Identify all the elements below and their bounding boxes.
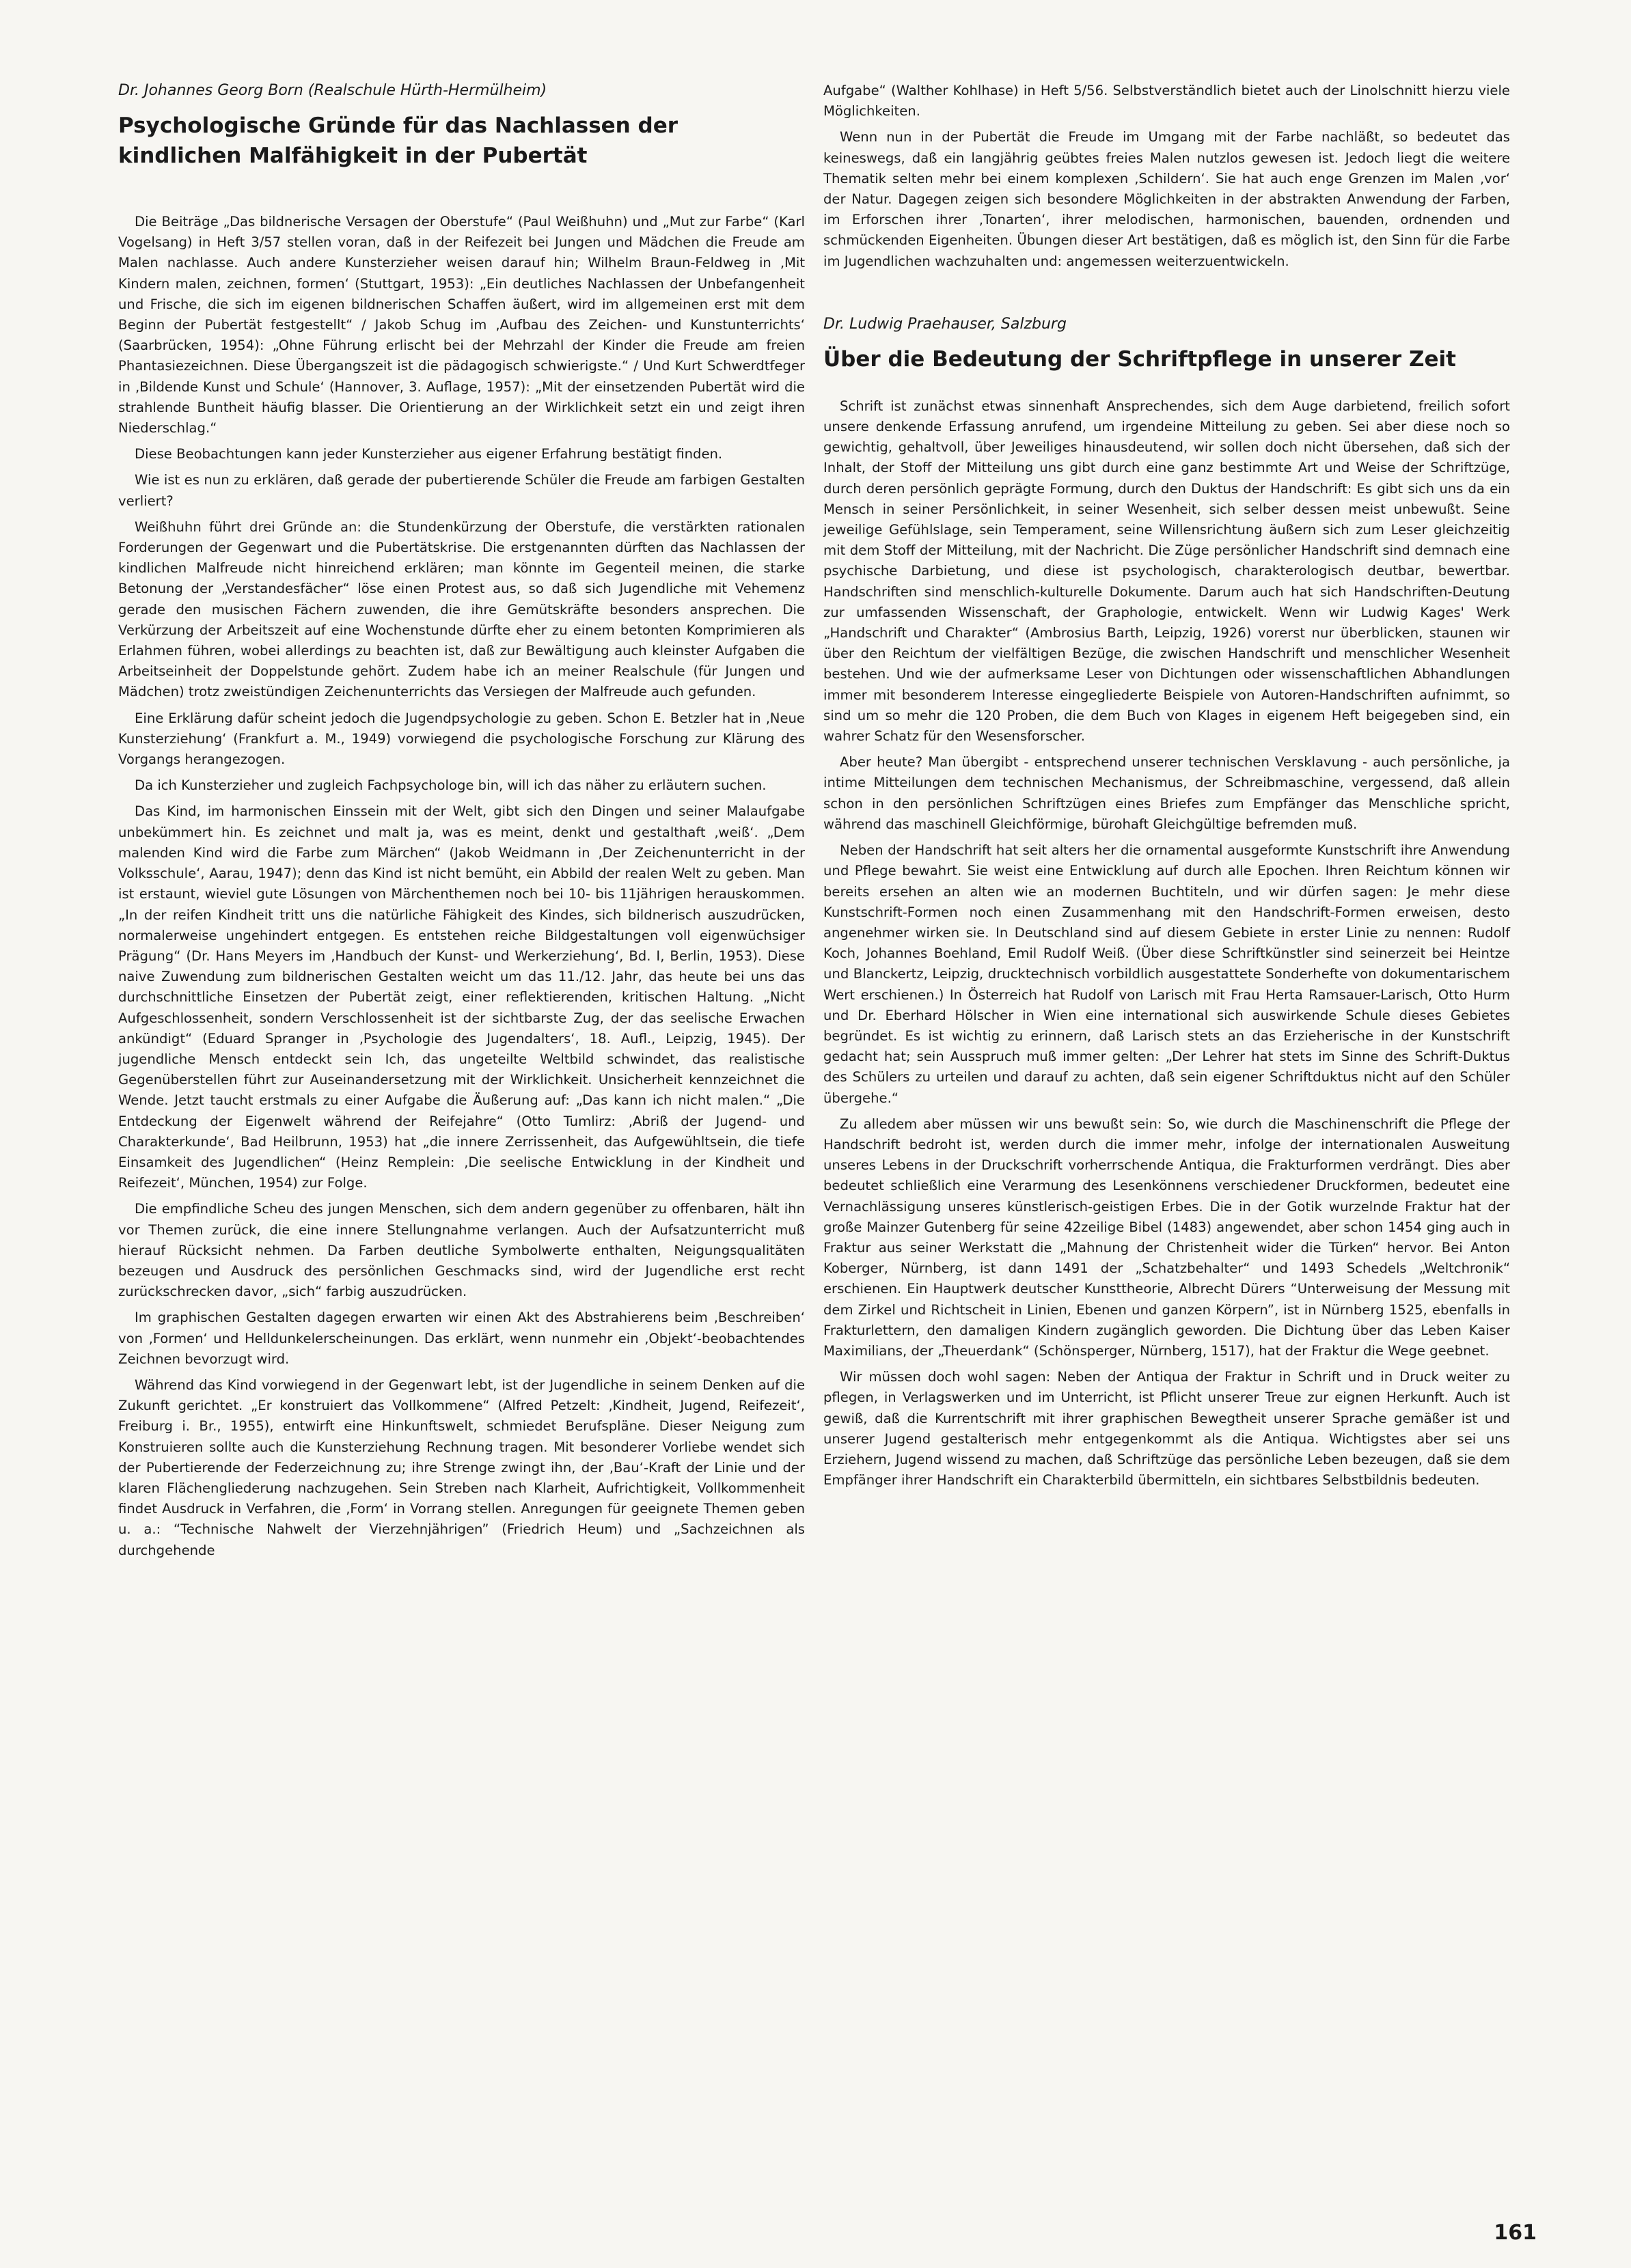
article-paragraph: Aufgabe“ (Walther Kohlhase) in Heft 5/56. Selbstverständlich bietet auch der Linolschnitt hierzu viele Möglichkeiten. bbox=[823, 83, 1510, 120]
article-paragraph: Diese Beobachtungen kann jeder Kunsterzieher aus eigener Erfahrung bestätigt finden. bbox=[135, 446, 723, 462]
article-continuation bbox=[823, 81, 1510, 272]
article-paragraph: Während das Kind vorwiegend in der Gegenwart lebt, ist der Jugendliche in seinem Denken auf die Zukunft gerichtet. „Er konstruiert das Vollkommene“ (Alfred Petzelt: ‚Kindheit, Jugend, Reifezeit‘, Freiburg i. Br., 1955), entwirft eine Hinkunftswelt, schmiedet Berufspläne. Dieser Neigung zum Konstruieren sollte auch die Kunsterziehung Rechnung tragen. Mit besonderer Vorliebe wendet sich der Pubertierende der Federzeichnung zu; ihre Strenge zwingt ihn, der ‚Bau‘-Kraft der Linie und der klaren Flächengliederung nachzugehen. Sein Streben nach Klarheit, Aufrichtigkeit, Vollkommenheit findet Ausdruck in Verfahren, die ‚Form‘ in Vorrang stellen. Anregungen für geeignete Themen geben u. a.: “Technische Nahwelt der Vierzehnjährigen” (Friedrich Heum) und „Sachzeichnen als durchgehende bbox=[118, 1377, 805, 1558]
article-art-education bbox=[118, 81, 805, 1561]
article-byline: Dr. Johannes Georg Born (Realschule Hürth-Hermülheim) bbox=[118, 82, 547, 99]
article-paragraph: Weißhuhn führt drei Gründe an: die Stundenkürzung der Oberstufe, die verstärkten rationalen Forderungen der Gegenwart und die Pubertätskrise. Die erstgenannten dürften das Nachlassen der kindlichen Malfreude nicht hinreichend erklären; man könnte im Gegenteil meinen, die starke Betonung der „Verstandesfächer“ löse einen Protest aus, so daß sich Jugendliche mit Vehemenz gerade den musischen Fächern zuwenden, die ihre Gemütskräfte besonders ansprechen. Die Verkürzung der Arbeitszeit auf eine Wochenstunde dürfte eher zu einem betonten Komprimieren als Erlahmen führen, wobei allerdings zu beachten ist, daß zur Bewältigung auch kleinster Aufgaben die Arbeitseinheit der Doppelstunde gehört. Zudem habe ich an meiner Realschule (für Jungen und Mädchen) trotz zweistündigen Zeichenunterrichts das Versiegen der Malfreude auch gefunden. bbox=[118, 518, 805, 700]
article-paragraph: Im graphischen Gestalten dagegen erwarten wir einen Akt des Abstrahierens beim ‚Beschreiben‘ von ‚Formen‘ und Helldunkelerscheinungen. Das erklärt, wenn nunmehr ein ‚Objekt‘-beobachtendes Zeichnen bevorzugt wird. bbox=[118, 1310, 805, 1367]
article-paragraph: Wir müssen doch wohl sagen: Neben der Antiqua der Fraktur in Schrift und in Druck weiter zu pflegen, in Verlagswerken und im Unterricht, ist Pflicht unserer Treue zur eignen Herkunft. Auch ist gewiß, daß die Kurrentschrift mit ihrer graphischen Bewegtheit unserer Sprache gemäßer ist und unserer Jugend gestalterisch mehr entgegenkommt als die Antiqua. Wichtigstes aber sei uns Erziehern, Jugend wissend zu machen, daß Schriftzüge das persönliche Leben bezeugen, daß sie dem Empfänger ihrer Handschrift ein Charakterbild übermitteln, ein sichtbares Selbstbildnis bedeuten. bbox=[823, 1369, 1510, 1489]
left-column bbox=[118, 81, 805, 1566]
article-paragraph: Aber heute? Man übergibt - entsprechend unserer technischen Versklavung - auch persönliche, ja intime Mitteilungen dem technischen Mechanismus, der Schreibmaschine, vergessend, daß allein schon in den persönlichen Schriftzügen eines Briefes zum Empfänger das Menschliche spricht, während das maschinell Gleichförmige, bürohaft Gleichgültige befremden muß. bbox=[823, 754, 1510, 832]
article-title: Psychologische Gründe für das Nachlassen der kindlichen Malfähigkeit in der Pubertät bbox=[118, 113, 679, 168]
article-paragraph: Wie ist es nun zu erklären, daß gerade der pubertierende Schüler die Freude am farbigen Gestalten verliert? bbox=[118, 472, 805, 509]
article-title: Über die Bedeutung der Schriftpflege in unserer Zeit bbox=[823, 346, 1456, 372]
article-paragraph: Wenn nun in der Pubertät die Freude im Umgang mit der Farbe nachläßt, so bedeutet das keineswegs, daß ein langjährig geübtes freies Malen nutzlos gewesen ist. Jedoch liegt die weitere Thematik selten mehr bei einem komplexen ‚Schildern‘. Sie hat auch enge Grenzen im Malen ‚vor‘ der Natur. Dagegen zeigen sich besondere Möglichkeiten in der abstrakten Anwendung der Farben, im Erforschen ihrer ‚Tonarten‘, ihrer melodischen, harmonischen, bauenden, ordnenden und schmückenden Eigenheiten. Übungen dieser Art bestätigen, daß es möglich ist, den Sinn für die Farbe im Jugendlichen wachzuhalten und: angemessen weiterzuentwickeln. bbox=[823, 129, 1510, 269]
article-paragraph: Eine Erklärung dafür scheint jedoch die Jugendpsychologie zu geben. Schon E. Betzler hat in ‚Neue Kunsterziehung‘ (Frankfurt a. M., 1949) vorwiegend die psychologische Forschung zur Klärung des Vorgangs herangezogen. bbox=[118, 710, 805, 768]
page-number: 161 bbox=[1494, 2221, 1537, 2245]
article-paragraph: Schrift ist zunächst etwas sinnenhaft Ansprechendes, sich dem Auge darbietend, freilich sofort unsere denkende Erfassung anrufend, um irgendeine Mitteilung zu geben. Sei aber diese noch so gewichtig, gehaltvoll, über Jeweiliges hinausdeutend, wir sollen doch nicht übersehen, daß sich der Inhalt, der Stoff der Mitteilung uns gibt durch eine ganz bestimmte Art und Weise der Schriftzüge, durch deren persönlich geprägte Formung, durch den Duktus der Handschrift: Es gibt sich uns da ein Mensch in seiner Persönlichkeit, in seiner Wesenheit, sich selber dessen meist unbewußt. Seine jeweilige Gefühlslage, sein Temperament, seine Willensrichtung äußern sich zum Leser gleichzeitig mit dem Stoff der Mitteilung, mit der Nachricht. Die Züge persönlicher Handschrift sind demnach eine psychische Darbietung, und diese ist psychologisch, charakterologisch deutbar, bewertbar. Handschriften sind menschlich-kulturelle Dokumente. Darum auch hat sich Handschriften-Deutung zur umfassenden Wissenschaft, der Graphologie, entwickelt. Wenn wir Ludwig Kages' Werk „Handschrift und Charakter“ (Ambrosius Barth, Leipzig, 1926) vorerst nur überblicken, staunen wir über den Reichtum der vielfältigen Bezüge, die zwischen Handschrift und menschlicher Wesenheit bestehen. Und wie der aufmerksame Leser von Dichtungen oder wissenschaftlichen Abhandlungen immer mit besonderem Interesse eingegliederte Beispiele von Autoren-Handschriften aufnimmt, so sind um so mehr die 120 Proben, die dem Buch von Klages in eigenem Heft beigegeben sind, ein wahrer Schatz für den Wesensforscher. bbox=[823, 398, 1510, 745]
article-handwriting bbox=[823, 314, 1510, 1491]
article-paragraph: Neben der Handschrift hat seit alters her die ornamental ausgeformte Kunstschrift ihre Anwendung und Pflege bewahrt. Sie weist eine Entwicklung auf durch alle Epochen. Ihren Reichtum können wir bereits ersehen an alten wie an modernen Buchtiteln, und wir dürfen sagen: Je mehr diese Kunstschrift-Formen noch einen Zusammenhang mit den Handschrift-Formen erweisen, desto angenehmer wirken sie. In Deutschland sind auf diesem Gebiete in erster Linie zu nennen: Rudolf Koch, Johannes Boehland, Emil Rudolf Weiß. (Über diese Schriftkünstler sind seinerzeit bei Heintze und Blanckertz, Leipzig, drucktechnisch vorbildlich ausgestattete Sonderhefte von dokumentarischem Wert erschienen.) In Österreich hat Rudolf von Larisch mit Frau Herta Ramsauer-Larisch, Otto Hurm und Dr. Eberhard Hölscher in Wien eine international sich auswirkende Schule dieses Gebietes begründet. Es ist wichtig zu erinnern, daß Larisch stets an das Erzieherische in der Kunstschrift gedacht hat; sein Ausspruch muß immer gelten: „Der Lehrer hat stets im Sinne des Schrift-Duktus des Schülers zu urteilen und darauf zu achten, daß sein eigener Schriftduktus nicht auf den Schüler übergehe.“ bbox=[823, 842, 1510, 1106]
article-paragraph: Da ich Kunsterzieher und zugleich Fachpsychologe bin, will ich das näher zu erläutern suchen. bbox=[135, 777, 767, 794]
article-paragraph: Das Kind, im harmonischen Einssein mit der Welt, gibt sich den Dingen und seiner Malaufgabe unbekümmert hin. Es zeichnet und malt ja, was es meint, denkt und gestalthaft ‚weiß‘. „Dem malenden Kind wird die Farbe zum Märchen“ (Jakob Weidmann in ‚Der Zeichenunterricht in der Volksschule‘, Aarau, 1947); denn das Kind ist nicht bemüht, ein Abbild der realen Welt zu geben. Man ist erstaunt, wieviel gute Lösungen von Märchenthemen noch bei 10- bis 11jährigen herauskommen. „In der reifen Kindheit tritt uns die natürliche Fähigkeit des Kindes, sich bildnerisch auszudrücken, normalerweise ungehindert entgegen. Es entstehen reiche Bildgestaltungen voll eigenwüchsiger Prägung“ (Dr. Hans Meyers im ‚Handbuch der Kunst- und Werkerziehung‘, Bd. I, Berlin, 1953). Diese naive Zuwendung zum bildnerischen Gestalten weicht um das 11./12. Jahr, das heute bei uns das durchschnittliche Einsetzen der Pubertät zeigt, einer reflektierenden, kritischen Haltung. „Nicht Aufgeschlossenheit, sondern Verschlossenheit ist der sichtbarste Zug, der das seelische Erwachen ankündigt“ (Eduard Spranger in ‚Psychologie des Jugendalters‘, 18. Aufl., Leipzig, 1945). Der jugendliche Mensch entdeckt sein Ich, das ungeteilte Weltbild schwindet, das realistische Gegenüberstellen führt zur Auseinandersetzung mit der Wirklichkeit. Unsicherheit kennzeichnet die Wende. Jetzt taucht erstmals zu einer Aufgabe die Äußerung auf: „Das kann ich nicht malen.“ „Die Entdeckung der Eigenwelt während der Reifejahre“ (Otto Tumlirz: ‚Abriß der Jugend- und Charakterkunde‘, Bad Heilbrunn, 1953) hat „die innere Zerrissenheit, das Aufgewühltsein, die tiefe Einsamkeit des Jugendlichen“ (Heinz Remplein: ‚Die seelische Entwicklung in der Kindheit und Reifezeit‘, München, 1954) zur Folge. bbox=[118, 803, 805, 1191]
article-paragraph: Die empfindliche Scheu des jungen Menschen, sich dem andern gegenüber zu offenbaren, hält ihn vor Themen zurück, die eine innere Stellungnahme verlangen. Auch der Aufsatzunterricht muß hierauf Rücksicht nehmen. Da Farben deutliche Symbolwerte enthalten, Neigungsqualitäten bezeugen und Ausdruck des persönlichen Geschmacks sind, wird der Jugendliche erst recht zurückschrecken davor, „sich“ farbig auszudrücken. bbox=[118, 1201, 805, 1300]
article-paragraph: Die Beiträge „Das bildnerische Versagen der Oberstufe“ (Paul Weißhuhn) und „Mut zur Farbe“ (Karl Vogelsang) in Heft 3/57 stellen voran, daß in der Reifezeit bei Jungen und Mädchen die Freude am Malen nachlasse. Auch andere Kunsterzieher weisen darauf hin; Wilhelm Braun-Feldweg in ‚Mit Kindern malen, zeichnen, formen‘ (Stuttgart, 1953): „Ein deutliches Nachlassen der Unbefangenheit und Frische, die sich im eigenen bildnerischen Schaffen äußert, wird im allgemeinen erst mit dem Beginn der Pubertät festgestellt“ / Jakob Schug im ‚Aufbau des Zeichen- und Kunstunterrichts‘ (Saarbrücken, 1954): „Ohne Führung erlischt bei der Mehrzahl der Kinder die Freude am freien Phantasiezeichnen. Diese Übergangszeit ist die pädagogisch schwierigste.“ / Und Kurt Schwerdtfeger in ‚Bildende Kunst und Schule‘ (Hannover, 3. Auflage, 1957): „Mit der einsetzenden Pubertät wird die strahlende Buntheit häufig blasser. Die Orientierung an der Wirklichkeit setzt ein und zeigt ihren Niederschlag.“ bbox=[118, 214, 805, 437]
article-paragraph: Zu alledem aber müssen wir uns bewußt sein: So, wie durch die Maschinenschrift die Pflege der Handschrift bedroht ist, werden durch die immer mehr, infolge der internationalen Ausweitung unseres Lebens in der Druckschrift vorherrschende Antiqua, die Frakturformen verdrängt. Dies aber bedeutet schließlich eine Verarmung des Lesenkönnens verschiedener Druckformen, bedeutet eine Vernachlässigung unseres künstlerisch-geistigen Erbes. Die in der Gotik wurzelnde Fraktur hat der große Mainzer Gutenberg für seine 42zeilige Bibel (1483) angewendet, aber schon 1454 ging auch in Fraktur aus seiner Werkstatt die „Mahnung der Christenheit wider die Türken“ hervor. Bei Anton Koberger, Nürnberg, ist dann 1491 der „Schatzbehalter“ und 1493 Schedels „Weltchronik“ erschienen. Ein Hauptwerk deutscher Kunsttheorie, Albrecht Dürers “Unterweisung der Messung mit dem Zirkel und Richtscheit in Linien, Ebenen und ganzen Körpern”, ist in Nürnberg 1525, ebenfalls in Frakturlettern, den damaligen Kindern zugänglich geworden. Die Dichtung über das Leben Kaiser Maximilians, der „Theuerdank“ (Schönsperger, Nürnberg, 1517), hat der Fraktur die Wege geebnet. bbox=[823, 1116, 1510, 1359]
right-column bbox=[823, 81, 1510, 1496]
article-byline: Dr. Ludwig Praehauser, Salzburg bbox=[823, 315, 1067, 333]
